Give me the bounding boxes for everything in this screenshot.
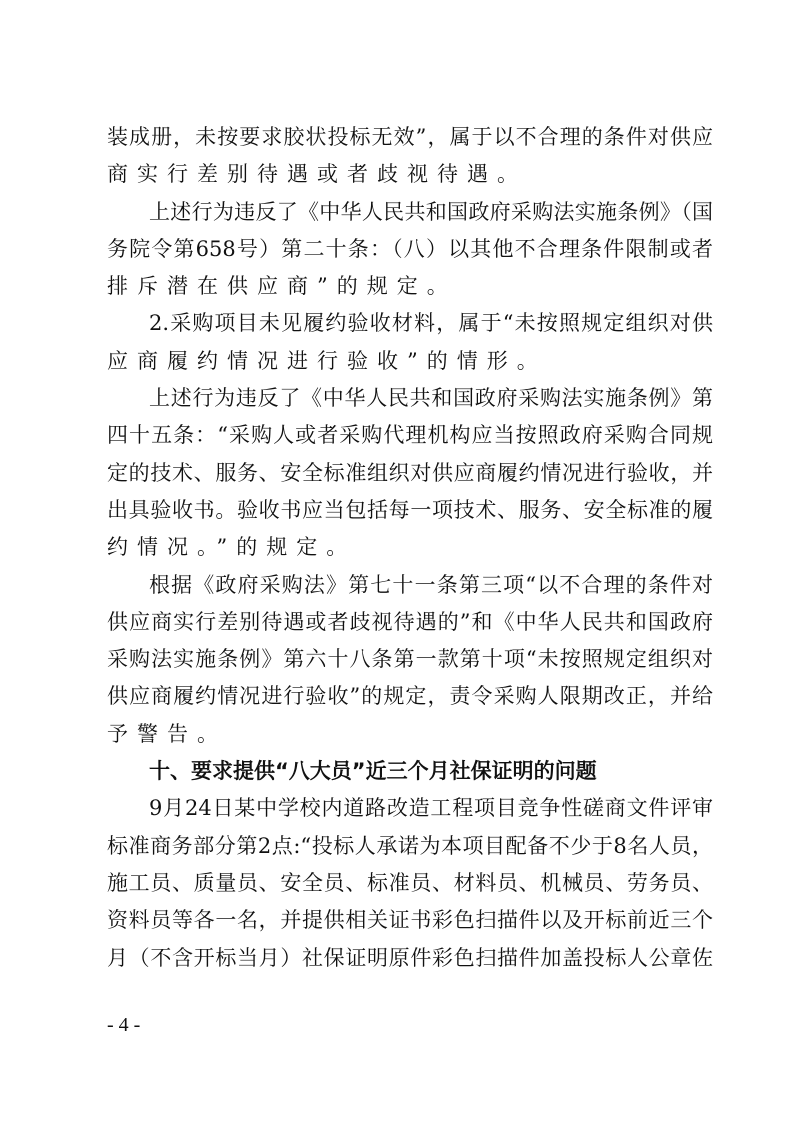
text-line: 标准商务部分第2点:“投标人承诺为本项目配备不少于8名人员， (107, 833, 713, 858)
text-line: 上述行为违反了《中华人民共和国政府采购法实施条例》（国 (149, 199, 713, 224)
text-line: 予警告。 (107, 721, 227, 746)
text-line: 月（不含开标当月）社保证明原件彩色扫描件加盖投标人公章佐 (107, 945, 713, 970)
text-line: 2.采购项目未见履约验收材料，属于“未按照规定组织对供 (149, 311, 713, 336)
text-line: 资料员等各一名，并提供相关证书彩色扫描件以及开标前近三个 (107, 908, 713, 933)
text-line: 四十五条：“采购人或者采购代理机构应当按照政府采购合同规 (107, 423, 713, 448)
text-line: 应商履约情况进行验收”的情形。 (107, 348, 547, 373)
text-line: 采购法实施条例》第六十八条第一款第十项“未按照规定组织对 (107, 647, 713, 672)
text-line: 务院令第658号）第二十条：（八）以其他不合理条件限制或者 (107, 236, 713, 261)
section-heading: 十、要求提供“八大员”近三个月社保证明的问题 (149, 759, 597, 784)
page-number: - 4 - (107, 1014, 141, 1036)
text-line: 供应商实行差别待遇或者歧视待遇的”和《中华人民共和国政府 (107, 609, 713, 634)
text-line: 约情况。”的规定。 (107, 535, 357, 560)
text-line: 施工员、质量员、安全员、标准员、材料员、机械员、劳务员、 (107, 870, 713, 895)
text-line: 定的技术、服务、安全标准组织对供应商履约情况进行验收，并 (107, 460, 713, 485)
text-line: 商实行差别待遇或者歧视待遇。 (107, 162, 527, 187)
text-line: 装成册，未按要求胶状投标无效”，属于以不合理的条件对供应 (107, 125, 713, 149)
text-line: 根据《政府采购法》第七十一条第三项“以不合理的条件对 (149, 572, 713, 597)
text-line: 出具验收书。验收书应当包括每一项技术、服务、安全标准的履 (107, 497, 713, 522)
text-line: 9月24日某中学校内道路改造工程项目竞争性磋商文件评审 (149, 796, 713, 821)
document-body (107, 119, 713, 977)
text-line: 排斥潜在供应商”的规定。 (107, 274, 457, 299)
text-line: 供应商履约情况进行验收”的规定，责令采购人限期改正，并给 (107, 684, 713, 709)
text-line: 上述行为违反了《中华人民共和国政府采购法实施条例》第 (149, 386, 713, 411)
